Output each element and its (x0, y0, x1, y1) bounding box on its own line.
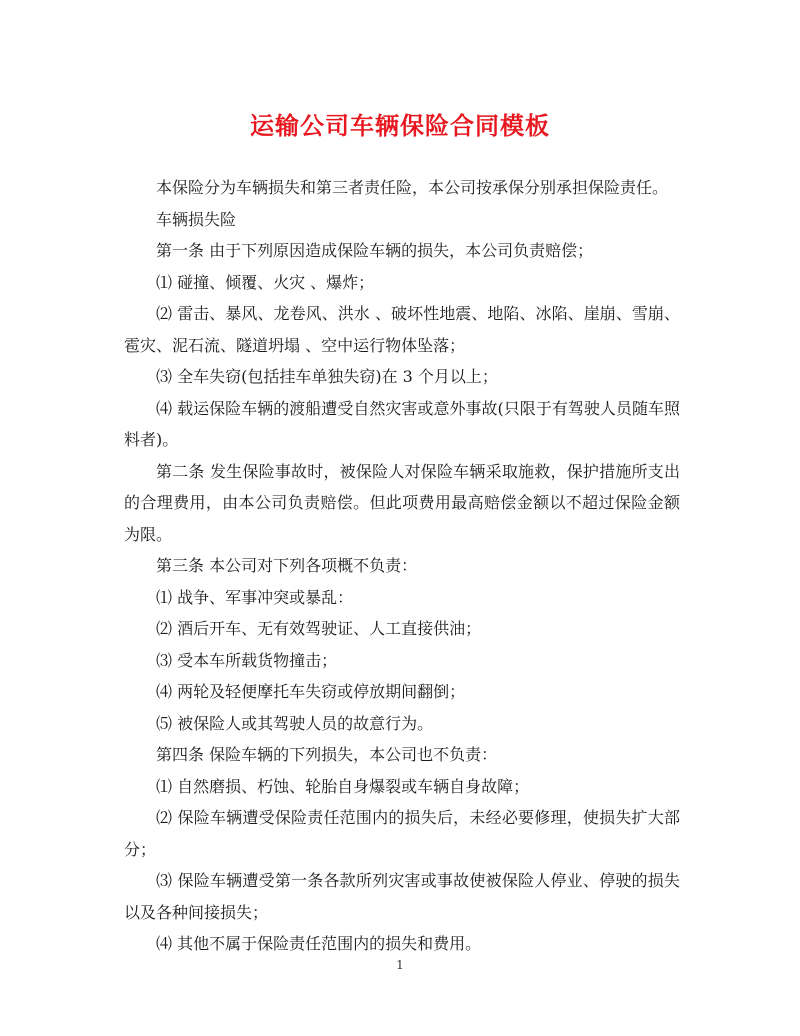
article-3-item-5: ⑸ 被保险人或其驾驶人员的故意行为。 (156, 713, 434, 733)
article-3-item-4: ⑷ 两轮及轻便摩托车失窃或停放期间翻倒； (156, 682, 466, 701)
paragraph-intro: 本保险分为车辆损失和第三者责任险，本公司按承保分别承担保险责任。 (156, 178, 669, 197)
article-1-item-3: ⑶ 全车失窃(包括挂车单独失窃)在 3 个月以上； (156, 367, 498, 386)
article-3-item-1: ⑴ 战争、军事冲突或暴乱： (156, 587, 354, 607)
article-1-item-2: ⑵ 雷击、暴风、龙卷风、洪水 、破坏性地震、地陷、冰陷、崖崩、雪崩、雹灾、泥石流、隧道坍塌 、空中运行物体坠落； (124, 304, 680, 355)
article-3-item-2: ⑵ 酒后开车、无有效驾驶证、人工直接供油； (156, 619, 482, 638)
section-heading-vehicle-loss: 车辆损失险 (156, 209, 237, 229)
article-4: 第四条 保险车辆的下列损失，本公司也不负责： (156, 745, 498, 764)
document-title: 运输公司车辆保险合同模板 (250, 111, 550, 140)
article-1-item-1: ⑴ 碰撞、倾覆、火灾 、爆炸； (156, 272, 375, 292)
article-4-item-3: ⑶ 保险车辆遭受第一条各款所列灾害或事故使被保险人停业、停驶的损失以及各种间接损失； (124, 871, 680, 922)
page-number: 1 (396, 958, 404, 972)
article-1: 第一条 由于下列原因造成保险车辆的损失，本公司负责赔偿； (156, 241, 594, 260)
article-4-item-4: ⑷ 其他不属于保险责任范围内的损失和费用。 (156, 934, 482, 953)
article-4-item-1: ⑴ 自然磨损、朽蚀、轮胎自身爆裂或车辆自身故障； (156, 776, 530, 796)
article-3-item-3: ⑶ 受本车所载货物撞击； (156, 650, 338, 670)
document-body (124, 172, 680, 960)
article-1-item-4: ⑷ 载运保险车辆的渡船遭受自然灾害或意外事故(只限于有驾驶人员随车照料者)。 (124, 398, 680, 449)
article-2: 第二条 发生保险事故时，被保险人对保险车辆采取施救，保护措施所支出的合理费用，由本公司负责赔偿。但此项费用最高赔偿金额以不超过保险金额为限。 (124, 461, 680, 544)
article-4-item-2: ⑵ 保险车辆遭受保险责任范围内的损失后，未经必要修理，使损失扩大部分； (124, 808, 680, 859)
article-3: 第三条 本公司对下列各项概不负责： (156, 556, 418, 575)
